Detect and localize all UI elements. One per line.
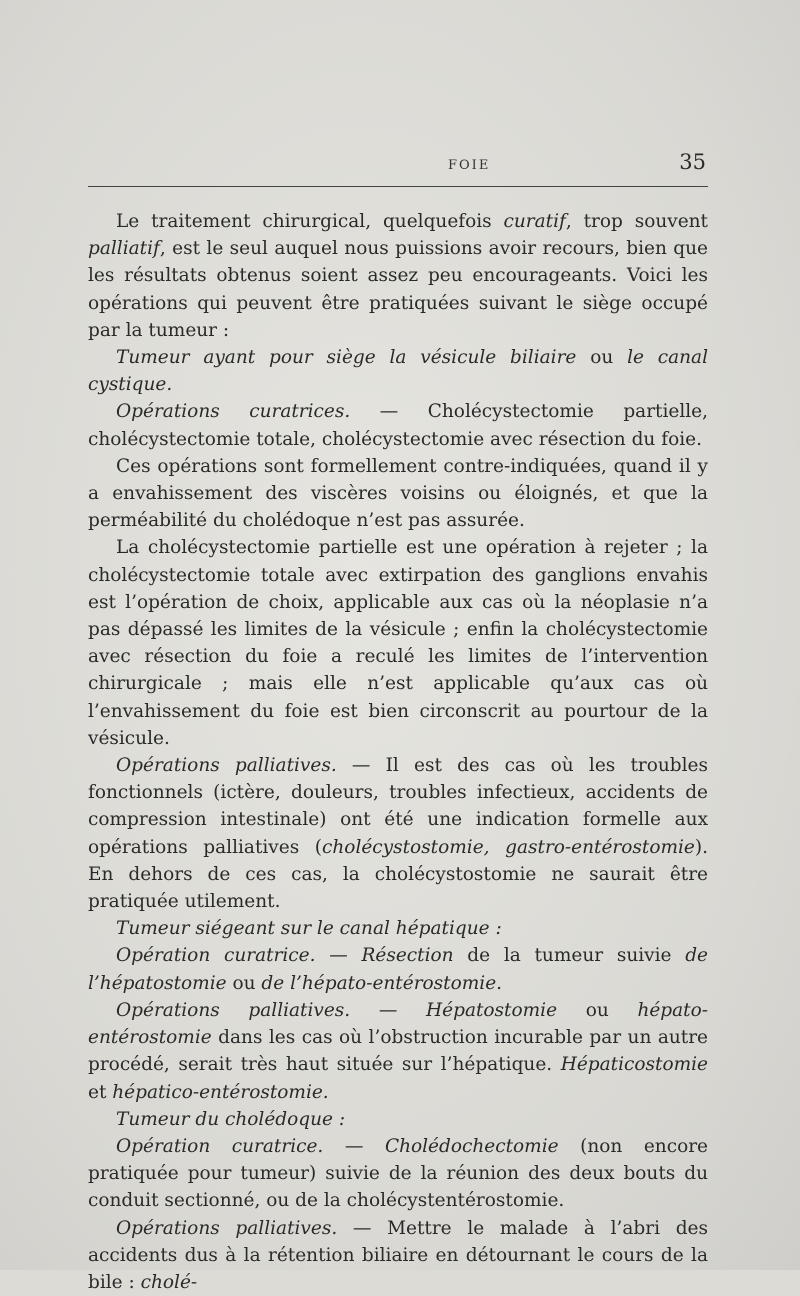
italic-text-run: Opérations palliatives. [116, 1217, 338, 1239]
italic-text-run: hépato-entérostomie [88, 999, 708, 1049]
italic-text-run: Résection [361, 945, 454, 967]
paragraph [88, 1133, 708, 1215]
header-rule [88, 186, 708, 187]
text-run: Le traitement chirurgical, quelquefois [116, 211, 504, 232]
text-run: — [323, 1135, 385, 1157]
text-run: ou [576, 347, 628, 369]
paragraph [88, 398, 708, 452]
paragraph [88, 453, 708, 535]
italic-text-run: Opérations palliatives. [116, 755, 337, 777]
italic-text-run: cholécystostomie, gastro-entérostomie [322, 836, 695, 858]
italic-text-run: Opération curatrice. [116, 1135, 324, 1157]
text-run: ou [226, 972, 262, 994]
paragraph [88, 997, 708, 1106]
paragraph [88, 942, 708, 996]
text-run: — Mettre le malade à l’abri des accidents dus à la rétention biliaire en détournant le cours de la bile : [88, 1217, 708, 1293]
text-run: (non encore pratiquée pour tumeur) suivie de la réunion des deux bouts du conduit sectionné, ou de la cholécystentérostomie. [88, 1135, 709, 1212]
text-run: ). En dehors de ces cas, la cholécystostomie ne saurait être pratiquée utilement. [88, 836, 708, 913]
paragraph [88, 208, 708, 344]
italic-text-run: Tumeur du cholédoque : [116, 1108, 346, 1130]
italic-text-run: le canal cystique. [88, 347, 708, 396]
italic-text-run: Opérations curatrices. [116, 401, 351, 423]
italic-text-run: Opérations palliatives. [116, 999, 351, 1021]
italic-text-run: Cholédochectomie [384, 1135, 559, 1157]
text-run: — [315, 945, 362, 967]
text-run: de la tumeur suivie [453, 945, 686, 967]
italic-text-run: Opération curatrice. [116, 945, 316, 967]
paragraph [88, 1106, 708, 1133]
paragraph [88, 534, 708, 752]
text-run: — Cholécystectomie partielle, cholécystectomie totale, cholécystectomie avec résection du foie. [88, 401, 708, 450]
italic-text-run: Hépaticostomie [560, 1054, 708, 1076]
page-header [88, 150, 708, 180]
page-number: 35 [679, 150, 706, 174]
text-run: — [350, 999, 427, 1021]
italic-text-run: de l’hépato-entérostomie. [261, 972, 503, 994]
italic-text-run: palliatif [88, 238, 160, 260]
text-run: , est le seul auquel nous puissions avoir recours, bien que les résultats obtenus soient assez peu encourageants. Voici les opérations qui peuvent être pratiquées suivant le siège occupé par la tumeur : [88, 238, 708, 341]
text-run: Ces opérations sont formellement contre-indiquées, quand il y a envahissement des viscères voisins ou éloignés, et que la perméabilité du cholédoque n’est pas assurée. [88, 455, 708, 532]
italic-text-run: Hépatostomie [426, 999, 558, 1021]
text-run: — Il est des cas où les troubles fonctionnels (ictère, douleurs, troubles infectieux, accidents de compression intestinale) ont été une indication formelle aux opérations palliatives ( [88, 755, 708, 858]
italic-text-run: curatif [503, 211, 566, 232]
text-run: ou [557, 999, 638, 1021]
body-text [88, 208, 708, 1296]
italic-text-run: Tumeur siégeant sur le canal hépatique : [116, 918, 502, 940]
italic-text-run: de l’hépatostomie [88, 945, 708, 994]
italic-text-run: Tumeur ayant pour siège la vésicule biliaire [116, 347, 577, 369]
paragraph [88, 915, 708, 942]
text-run: dans les cas où l’obstruction incurable par un autre procédé, serait très haut située sur l’hépatique. [88, 1027, 708, 1076]
running-title: FOIE [448, 158, 491, 173]
text-run: La cholécystectomie partielle est une opération à rejeter ; la cholécystectomie totale avec extirpation des ganglions envahis est l’opération de choix, applicable aux cas où la néoplasie n’a pas dépassé les limites de la vésicule ; enfin la cholécystectomie avec résection du foie a reculé les limites de l’intervention chirurgicale ; mais elle n’est applicable qu’aux cas où l’envahissement du foie est bien circonscrit au pourtour de la vésicule. [88, 537, 708, 749]
italic-text-run: hépatico-entérostomie. [112, 1081, 329, 1103]
paragraph [88, 344, 708, 398]
italic-text-run: cholé- [140, 1271, 198, 1293]
text-run: et [88, 1081, 113, 1103]
paragraph [88, 752, 708, 915]
text-run: , trop souvent [565, 211, 708, 232]
paragraph [88, 1215, 708, 1296]
